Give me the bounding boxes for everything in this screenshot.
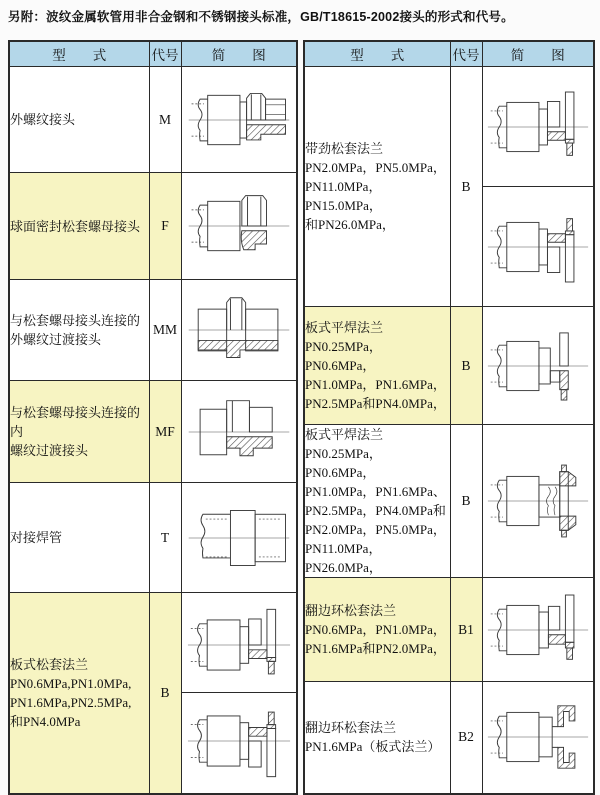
diagram-subcell [182, 597, 297, 693]
type-label: 与松套螺母接头连接的 外螺纹过渡接头 [9, 279, 149, 380]
diagram-subcell [483, 67, 594, 187]
code-label: B2 [450, 682, 482, 794]
diagram-cell [482, 307, 594, 425]
table-header-row [9, 41, 297, 67]
type-label: 对接焊管 [9, 483, 149, 593]
table-row [9, 173, 297, 279]
diagram-cell [181, 173, 297, 279]
table-row [9, 381, 297, 483]
type-label: 翻边环松套法兰 PN0.6MPa，PN1.0MPa， PN1.6MPa和PN2.0MPa， [304, 578, 450, 682]
diagram-cell [181, 593, 297, 794]
column-header-diagram: 简 图 [181, 41, 297, 67]
neck-loose-flange-upper-diagram [486, 85, 590, 169]
table-row [304, 307, 594, 425]
type-label: 带劲松套法兰 PN2.0MPa，PN5.0MPa， PN11.0MPa，PN15.0MPa， 和PN26.0MPa， [304, 67, 450, 307]
code-label: B1 [450, 578, 482, 682]
table-row [9, 67, 297, 173]
type-label: 球面密封松套螺母接头 [9, 173, 149, 279]
column-header-code: 代号 [450, 41, 482, 67]
table-row [304, 682, 594, 794]
code-label: B [149, 593, 181, 794]
diagram-cell [181, 483, 297, 593]
column-header-type: 型 式 [304, 41, 450, 67]
plate-weld-flange-bellows-diagram [486, 461, 590, 541]
diagram-subcell [483, 187, 594, 306]
code-label: MM [149, 279, 181, 380]
type-label: 外螺纹接头 [9, 67, 149, 173]
code-label: B [450, 307, 482, 425]
code-label: M [149, 67, 181, 173]
table-header-row [304, 41, 594, 67]
tables-container [8, 40, 595, 795]
column-header-type: 型 式 [9, 41, 149, 67]
diagram-cell [482, 682, 594, 794]
type-label: 与松套螺母接头连接的内 螺纹过渡接头 [9, 381, 149, 483]
diagram-cell [482, 67, 594, 307]
column-header-diagram: 简 图 [482, 41, 594, 67]
type-label: 板式平焊法兰 PN0.25MPa，PN0.6MPa， PN1.0MPa，PN1.6MPa、 PN2.5MPa，PN4.0MPa和 PN2.0MPa，PN5.0MPa， PN11.0MPa，PN26.0MPa， [304, 425, 450, 578]
fittings-table-right [303, 40, 595, 795]
type-label: 翻边环松套法兰 PN1.6MPa（板式法兰） [304, 682, 450, 794]
code-label: B [450, 425, 482, 578]
diagram-cell [181, 67, 297, 173]
type-label: 板式松套法兰 PN0.6MPa,PN1.0MPa, PN1.6MPa,PN2.5MPa, 和PN4.0MPa [9, 593, 149, 794]
diagram-cell [181, 381, 297, 483]
table-row [304, 578, 594, 682]
table-row [9, 279, 297, 380]
table-row [304, 67, 594, 307]
plate-weld-flange-diagram [486, 328, 590, 404]
neck-loose-flange-lower-diagram [486, 205, 590, 289]
diagram-cell [482, 425, 594, 578]
type-label: 板式平焊法兰 PN0.25MPa，PN0.6MPa， PN1.0MPa，PN1.6MPa， PN2.5MPa和PN4.0MPa， [304, 307, 450, 425]
code-label: B [450, 67, 482, 307]
spherical-seal-loose-nut-fitting-diagram [186, 189, 292, 263]
diagram-cell [482, 578, 594, 682]
female-thread-adapter-fitting-diagram [186, 395, 292, 469]
code-label: F [149, 173, 181, 279]
code-label: T [149, 483, 181, 593]
flanged-ring-plate-flange-diagram [486, 698, 590, 776]
diagram-cell [181, 279, 297, 380]
table-row [9, 483, 297, 593]
table-row [9, 593, 297, 794]
code-label: MF [149, 381, 181, 483]
table-row [304, 425, 594, 578]
plate-loose-flange-upper-diagram [186, 605, 292, 685]
fittings-table-left [8, 40, 298, 795]
plate-loose-flange-lower-diagram [186, 701, 292, 781]
butt-weld-pipe-diagram [186, 501, 292, 575]
page-title: 另附：波纹金属软管用非合金钢和不锈钢接头标准，GB/T18615-2002接头的形式和代号。 [8, 10, 514, 24]
male-thread-adapter-fitting-diagram [186, 293, 292, 367]
male-thread-fitting-diagram [186, 83, 292, 157]
flanged-ring-loose-flange-diagram [486, 592, 590, 668]
column-header-code: 代号 [149, 41, 181, 67]
diagram-subcell [182, 693, 297, 788]
